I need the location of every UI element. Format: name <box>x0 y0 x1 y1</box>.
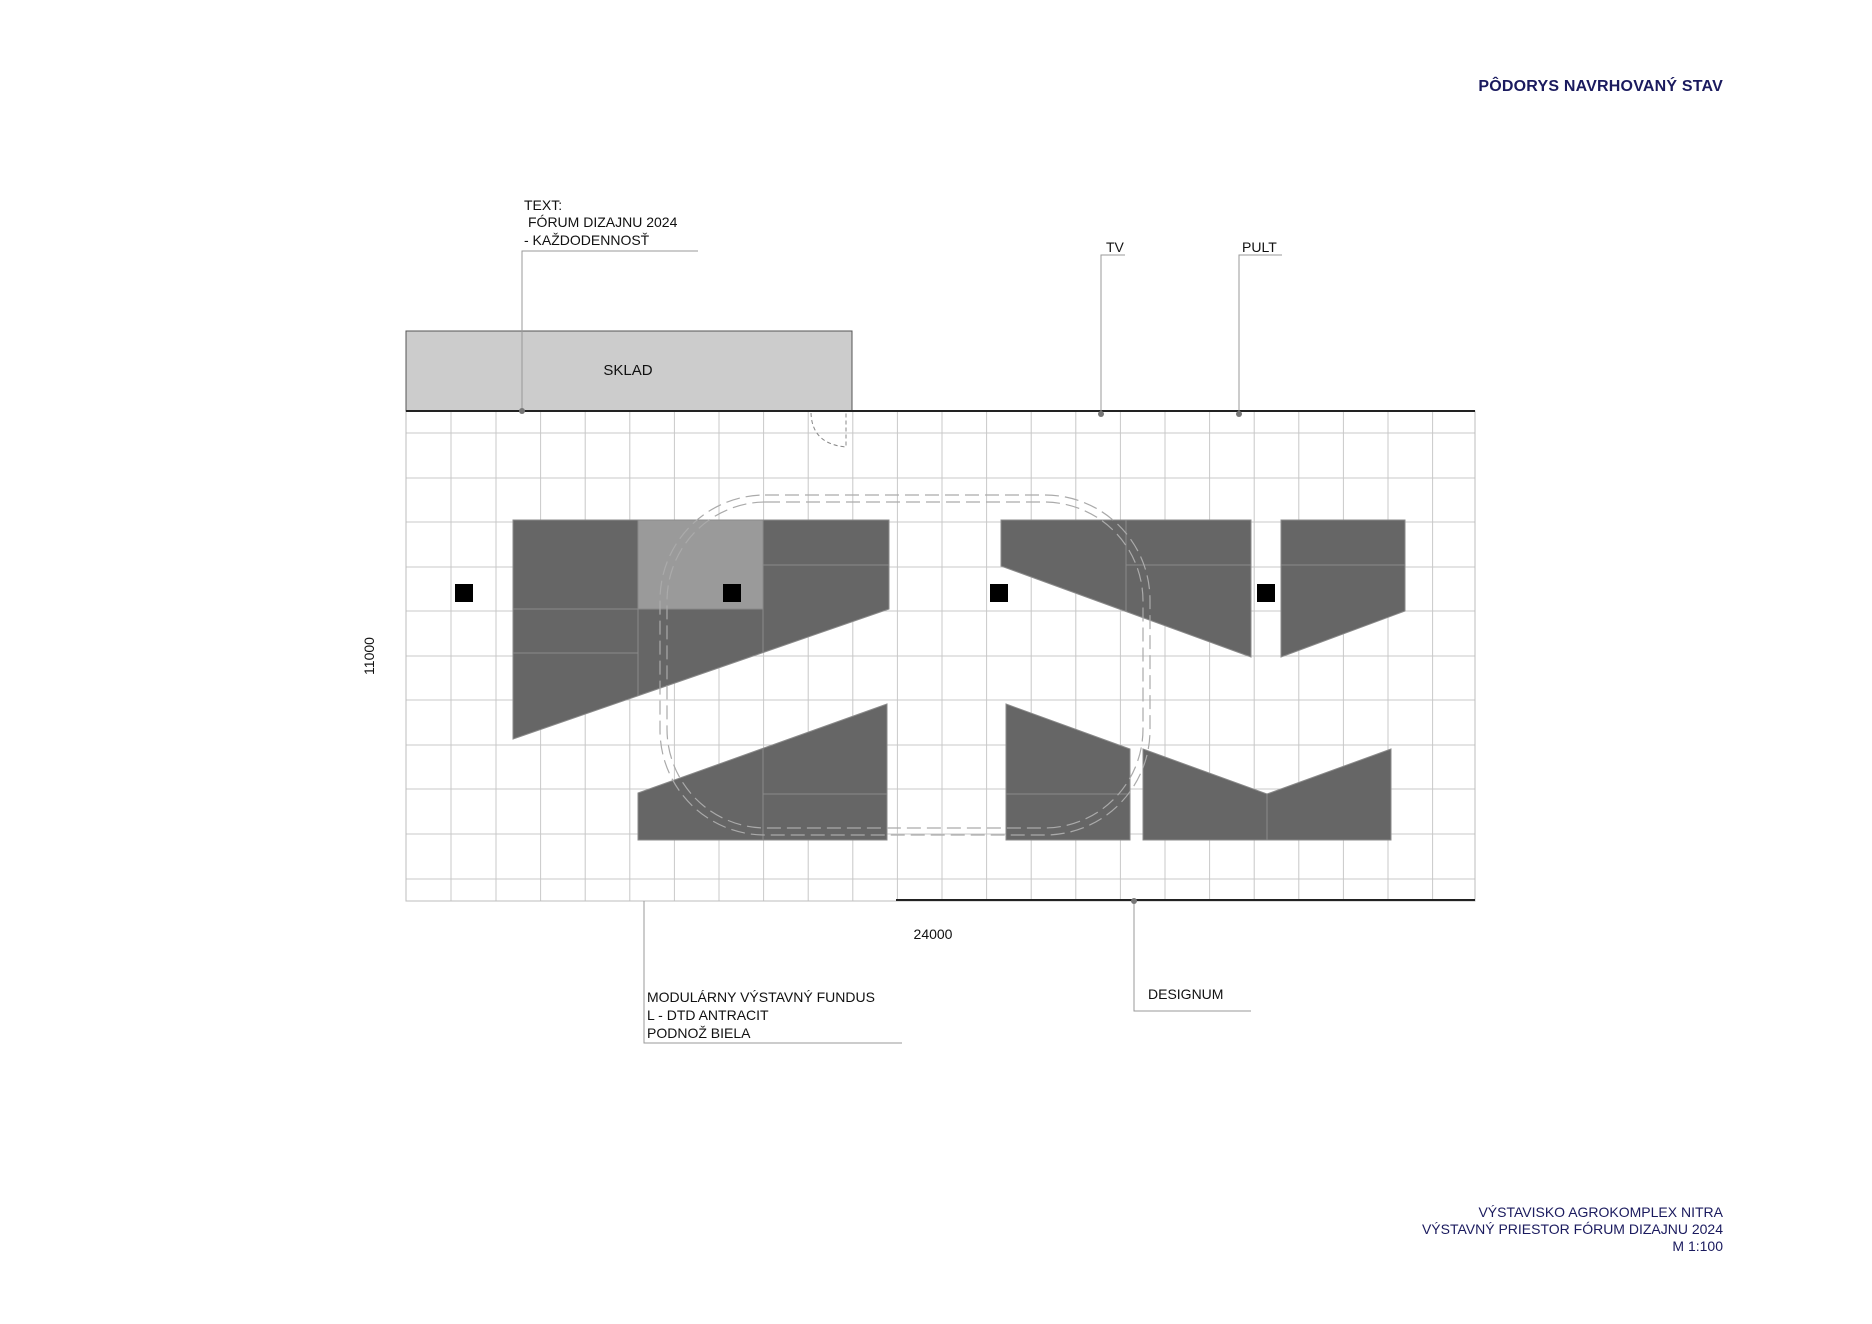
fundus-line-1: MODULÁRNY VÝSTAVNÝ FUNDUS <box>647 989 875 1005</box>
pult-label: PULT <box>1242 239 1277 255</box>
designum-label: DESIGNUM <box>1148 986 1224 1002</box>
text-line-2: - KAŽDODENNOSŤ <box>524 232 650 248</box>
column <box>990 584 1008 602</box>
fundus-line-2: L - DTD ANTRACIT <box>647 1007 769 1023</box>
panel-highlight <box>638 520 763 609</box>
title-block-line-1: VÝSTAVISKO AGROKOMPLEX NITRA <box>1478 1204 1723 1220</box>
text-line-1: FÓRUM DIZAJNU 2024 <box>528 214 678 230</box>
width-dimension: 24000 <box>913 926 953 942</box>
door-swing <box>811 413 846 447</box>
text-label: TEXT: <box>524 197 563 213</box>
fundus-line-3: PODNOŽ BIELA <box>647 1025 751 1041</box>
title-block <box>1422 1204 1723 1255</box>
column <box>455 584 473 602</box>
drawing-title: PÔDORYS NAVRHOVANÝ STAV <box>1478 78 1723 95</box>
column <box>723 584 741 602</box>
storage-room-label: SKLAD <box>603 362 653 379</box>
tv-label: TV <box>1106 239 1124 255</box>
title-block-scale: M 1:100 <box>1672 1238 1723 1254</box>
column <box>1257 584 1275 602</box>
depth-dimension: 11000 <box>361 637 377 675</box>
exhibition-panels <box>513 520 1405 840</box>
panel-group-bottom-center <box>1006 704 1130 840</box>
title-block-line-2: VÝSTAVNÝ PRIESTOR FÓRUM DIZAJNU 2024 <box>1421 1221 1723 1237</box>
